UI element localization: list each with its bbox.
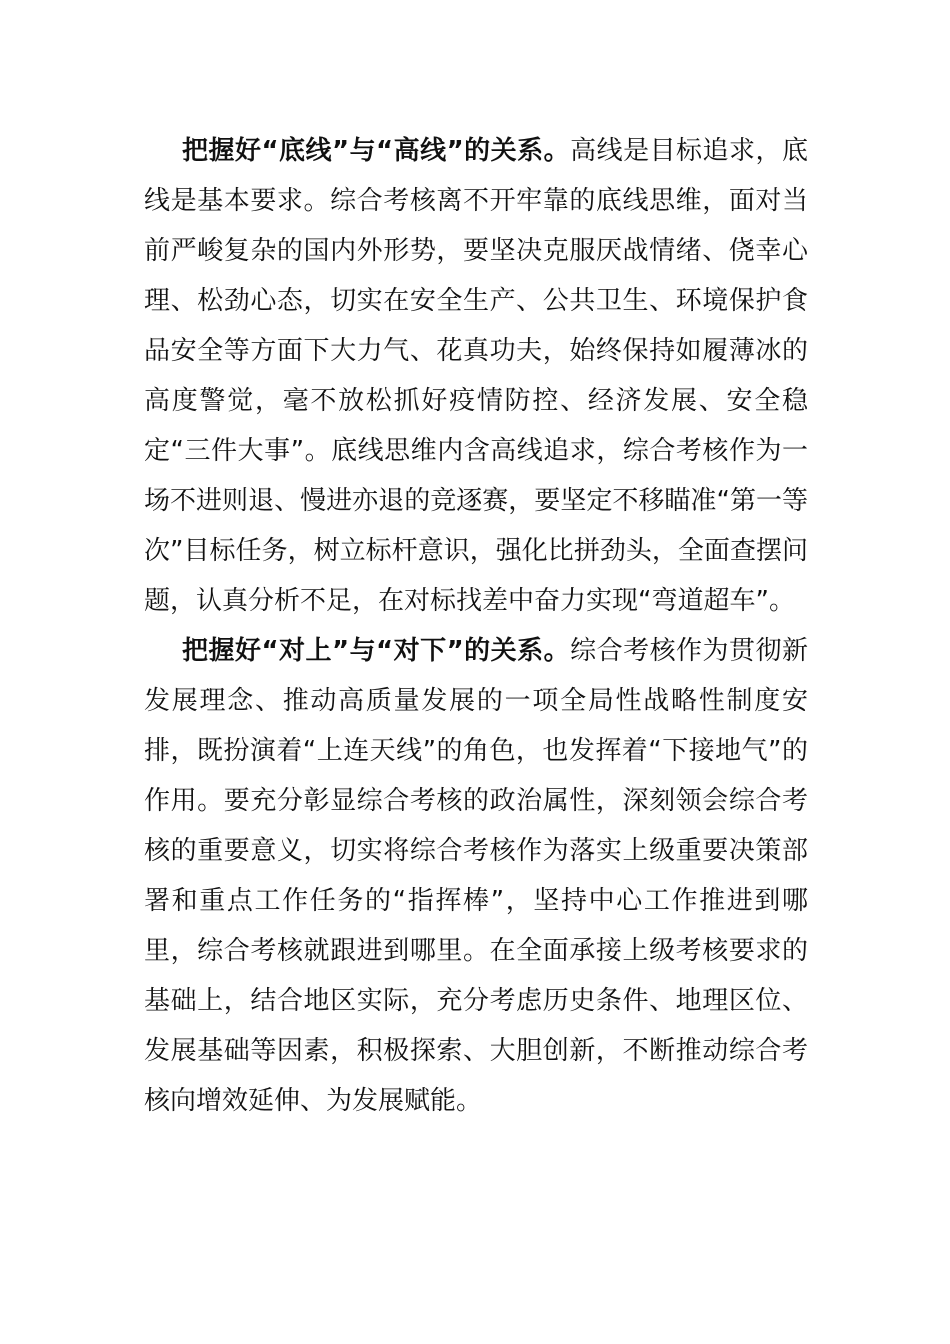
document-body: [144, 126, 808, 1126]
paragraph-heading: 把握好“对上”与“对下”的关系。: [182, 636, 571, 666]
paragraph-bottom-line-high-line: [144, 126, 808, 626]
paragraph-heading: 把握好“底线”与“高线”的关系。: [182, 136, 571, 166]
paragraph-text: 高线是目标追求，底线是基本要求。综合考核离不开牢靠的底线思维，面对当前严峻复杂的国内外形势，要坚决克服厌战情绪、侥幸心理、松劲心态，切实在安全生产、公共卫生、环境保护食品安全等方面下大力气、花真功夫，始终保持如履薄冰的高度警觉，毫不放松抓好疫情防控、经济发展、安全稳定“三件大事”。底线思维内含高线追求，综合考核作为一场不进则退、慢进亦退的竞逐赛，要坚定不移瞄准“第一等次”目标任务，树立标杆意识，强化比拼劲头，全面查摆问题，认真分析不足，在对标找差中奋力实现“弯道超车”。: [144, 136, 808, 616]
paragraph-upward-downward: [144, 626, 808, 1126]
paragraph-text: 综合考核作为贯彻新发展理念、推动高质量发展的一项全局性战略性制度安排，既扮演着“上连天线”的角色，也发挥着“下接地气”的作用。要充分彰显综合考核的政治属性，深刻领会综合考核的重要意义，切实将综合考核作为落实上级重要决策部署和重点工作任务的“指挥棒”，坚持中心工作推进到哪里，综合考核就跟进到哪里。在全面承接上级考核要求的基础上，结合地区实际，充分考虑历史条件、地理区位、发展基础等因素，积极探索、大胆创新，不断推动综合考核向增效延伸、为发展赋能。: [144, 636, 808, 1116]
